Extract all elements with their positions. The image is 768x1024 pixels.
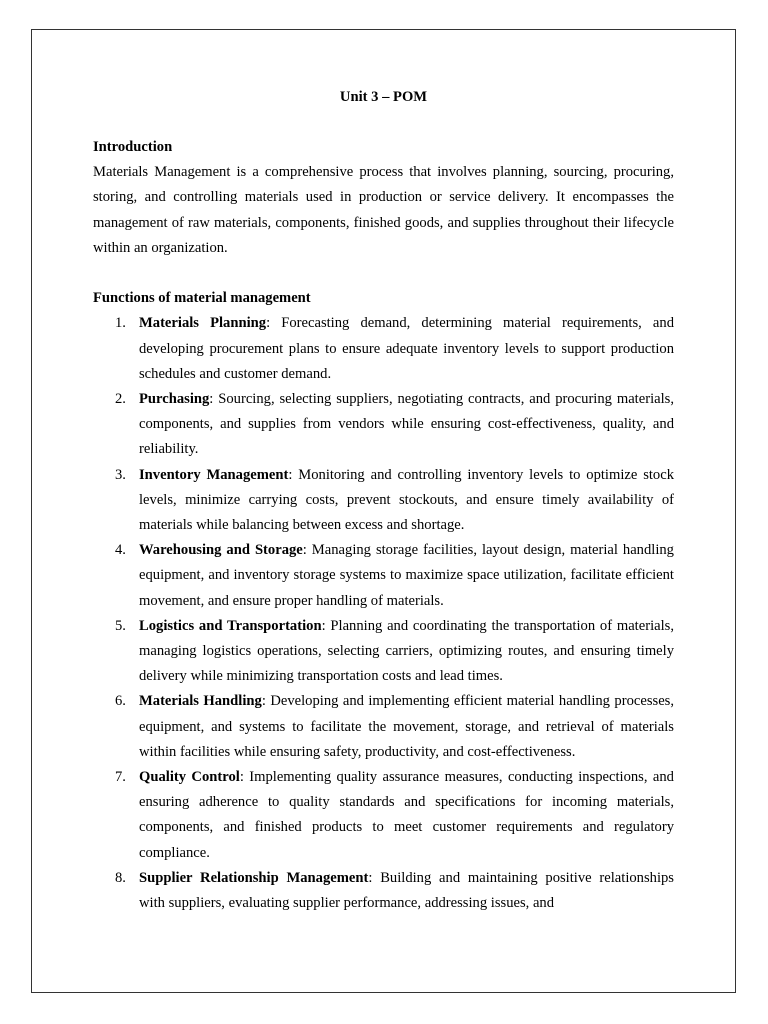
list-item-term: Supplier Relationship Management [139,869,369,886]
section-spacer [93,261,674,286]
list-item [93,866,674,916]
list-item-number: 8. [115,869,126,886]
list-item [93,689,674,765]
list-item-term: Materials Planning [139,315,267,332]
list-item [93,311,674,387]
list-item-description: : Planning and coordinating the transportation of materials, managing logistics operations, selecting carriers, optimizing routes, and ensuring timely delivery while minimizing transportation costs and lead times. [139,617,674,685]
list-item-number: 4. [115,542,126,559]
list-item-description: : Developing and implementing efficient material handling processes, equipment, and systems to facilitate the movement, storage, and retrieval of materials within facilities while ensuring safety, productivity, and cost-effectiveness. [139,693,674,760]
list-item-description: : Monitoring and controlling inventory levels to optimize stock levels, minimize carrying costs, prevent stockouts, and ensure timely availability of materials while balancing between excess and shortage. [139,466,674,534]
list-item-number: 7. [115,769,126,786]
list-item-term: Materials Handling [139,693,262,710]
list-item [93,765,674,866]
list-item-number: 2. [115,391,126,408]
list-item-description: : Implementing quality assurance measures, conducting inspections, and ensuring adherence to quality standards and specifications for incoming materials, components, and finished products to meet customer requirements and regulatory compliance. [139,769,674,861]
list-item [93,538,674,614]
list-item-number: 5. [115,617,126,634]
list-item-description: : Building and maintaining positive relationships with suppliers, evaluating supplier performance, addressing issues, and [139,869,674,912]
list-item-term: Purchasing [139,391,210,408]
document-title: Unit 3 – POM [339,89,428,105]
list-item [93,614,674,690]
list-item-term: Warehousing and Storage [139,542,303,559]
list-item-description: : Forecasting demand, determining material requirements, and developing procurement plans to ensure adequate inventory levels to support production schedules and customer demand. [139,315,674,382]
list-item [93,387,674,463]
list-item-term: Logistics and Transportation [139,617,322,634]
list-item-term: Quality Control [139,769,240,786]
list-item-description: : Sourcing, selecting suppliers, negotiating contracts, and procuring materials, components, and supplies from vendors while ensuring cost-effectiveness, quality, and reliability. [139,391,674,458]
introduction-paragraph: Materials Management is a comprehensive process that involves planning, sourcing, procuring, storing, and controlling materials used in production or service delivery. It encompasses the management of raw materials, components, finished goods, and supplies throughout their lifecycle within an organization. [93,164,674,256]
introduction-heading: Introduction [93,139,173,155]
document-body [93,85,674,916]
list-item-number: 1. [115,315,126,332]
functions-list [93,311,674,916]
list-item-description: : Managing storage facilities, layout design, material handling equipment, and inventory storage systems to maximize space utilization, facilitate efficient movement, and ensure proper handling of materials. [139,542,674,609]
list-item [93,463,674,539]
list-item-number: 3. [115,466,126,483]
list-item-number: 6. [115,693,126,710]
functions-heading: Functions of material management [93,290,311,307]
list-item-term: Inventory Management [139,466,289,483]
